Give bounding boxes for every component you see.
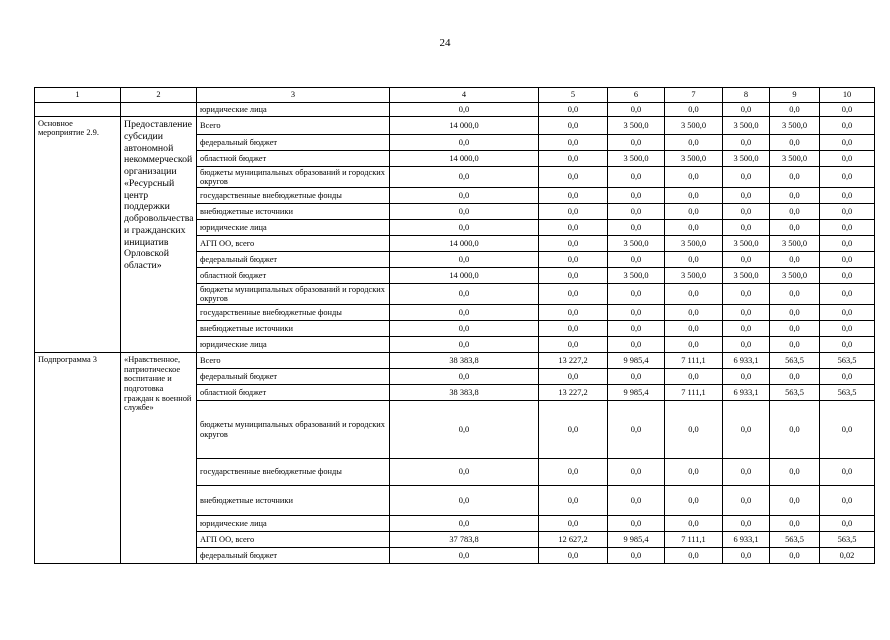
value-cell: 0,0: [390, 135, 539, 151]
column-header: 2: [121, 88, 197, 103]
value-cell: 0,0: [539, 516, 608, 532]
value-cell: 0,0: [390, 369, 539, 385]
value-cell: 0,0: [723, 516, 770, 532]
value-cell: 9 985,4: [608, 385, 665, 401]
value-cell: 3 500,0: [608, 236, 665, 252]
value-cell: 0,0: [723, 337, 770, 353]
column-header: 4: [390, 88, 539, 103]
value-cell: 0,0: [820, 284, 875, 305]
value-cell: 0,0: [820, 268, 875, 284]
value-cell: 3 500,0: [723, 268, 770, 284]
value-cell: 0,0: [723, 369, 770, 385]
value-cell: 0,0: [820, 204, 875, 220]
value-cell: 3 500,0: [665, 236, 723, 252]
value-cell: 0,0: [608, 284, 665, 305]
value-cell: 0,0: [770, 220, 820, 236]
value-cell: 0,0: [608, 486, 665, 516]
value-cell: 0,0: [820, 117, 875, 135]
value-cell: 0,0: [539, 236, 608, 252]
empty-cell: [35, 103, 121, 117]
value-cell: 0,0: [820, 486, 875, 516]
value-cell: 0,0: [539, 188, 608, 204]
row-label: федеральный бюджет: [197, 252, 390, 268]
value-cell: 0,0: [539, 167, 608, 188]
value-cell: 14 000,0: [390, 117, 539, 135]
row-label: АГП ОО, всего: [197, 532, 390, 548]
value-cell: 0,0: [820, 252, 875, 268]
value-cell: 0,0: [665, 401, 723, 459]
value-cell: 0,0: [390, 459, 539, 486]
value-cell: 0,0: [390, 220, 539, 236]
value-cell: 0,0: [539, 204, 608, 220]
value-cell: 0,0: [608, 459, 665, 486]
value-cell: 0,0: [820, 337, 875, 353]
value-cell: 0,0: [820, 151, 875, 167]
value-cell: 6 933,1: [723, 353, 770, 369]
value-cell: 0,0: [539, 284, 608, 305]
value-cell: 3 500,0: [770, 117, 820, 135]
value-cell: 3 500,0: [608, 117, 665, 135]
value-cell: 0,0: [820, 188, 875, 204]
value-cell: 0,0: [665, 459, 723, 486]
row-label: внебюджетные источники: [197, 486, 390, 516]
row-label: юридические лица: [197, 220, 390, 236]
value-cell: 0,0: [723, 305, 770, 321]
value-cell: 0,0: [665, 516, 723, 532]
value-cell: 38 383,8: [390, 353, 539, 369]
value-cell: 0,0: [665, 103, 723, 117]
column-header: 5: [539, 88, 608, 103]
value-cell: 0,0: [608, 188, 665, 204]
block-title: Основное мероприятие 2.9.: [35, 117, 121, 353]
value-cell: 0,0: [723, 459, 770, 486]
value-cell: 0,0: [608, 337, 665, 353]
value-cell: 14 000,0: [390, 151, 539, 167]
row-label: областной бюджет: [197, 385, 390, 401]
value-cell: 0,0: [723, 284, 770, 305]
value-cell: 0,0: [390, 486, 539, 516]
column-header-row: [35, 88, 875, 103]
value-cell: 563,5: [820, 532, 875, 548]
value-cell: 14 000,0: [390, 268, 539, 284]
value-cell: 0,0: [723, 252, 770, 268]
value-cell: 3 500,0: [723, 236, 770, 252]
value-cell: 0,02: [820, 548, 875, 564]
value-cell: 3 500,0: [723, 151, 770, 167]
value-cell: 13 227,2: [539, 385, 608, 401]
value-cell: 0,0: [665, 486, 723, 516]
value-cell: 0,0: [539, 268, 608, 284]
value-cell: 563,5: [770, 353, 820, 369]
value-cell: 3 500,0: [608, 268, 665, 284]
value-cell: 0,0: [539, 220, 608, 236]
value-cell: 0,0: [770, 369, 820, 385]
value-cell: 0,0: [390, 284, 539, 305]
column-header: 3: [197, 88, 390, 103]
value-cell: 0,0: [770, 459, 820, 486]
row-label: юридические лица: [197, 516, 390, 532]
row-label: федеральный бюджет: [197, 135, 390, 151]
value-cell: 6 933,1: [723, 532, 770, 548]
row-label: внебюджетные источники: [197, 204, 390, 220]
value-cell: 0,0: [820, 305, 875, 321]
value-cell: 0,0: [820, 236, 875, 252]
column-header: 10: [820, 88, 875, 103]
block-title: Подпрограмма 3: [35, 353, 121, 564]
value-cell: 0,0: [390, 252, 539, 268]
value-cell: 0,0: [665, 135, 723, 151]
value-cell: 0,0: [539, 252, 608, 268]
value-cell: 3 500,0: [665, 268, 723, 284]
value-cell: 0,0: [770, 321, 820, 337]
row-label: бюджеты муниципальных образований и городских округов: [197, 401, 390, 459]
empty-cell: [121, 103, 197, 117]
value-cell: 0,0: [770, 305, 820, 321]
value-cell: 563,5: [770, 385, 820, 401]
value-cell: 9 985,4: [608, 532, 665, 548]
value-cell: 0,0: [665, 305, 723, 321]
value-cell: 14 000,0: [390, 236, 539, 252]
value-cell: 0,0: [608, 167, 665, 188]
table-body: [35, 88, 875, 564]
value-cell: 0,0: [539, 369, 608, 385]
value-cell: 0,0: [539, 117, 608, 135]
value-cell: 0,0: [820, 135, 875, 151]
column-header: 7: [665, 88, 723, 103]
value-cell: 3 500,0: [723, 117, 770, 135]
value-cell: 3 500,0: [608, 151, 665, 167]
value-cell: 0,0: [608, 548, 665, 564]
value-cell: 0,0: [608, 252, 665, 268]
value-cell: 9 985,4: [608, 353, 665, 369]
value-cell: 0,0: [665, 337, 723, 353]
value-cell: 0,0: [665, 284, 723, 305]
value-cell: 0,0: [820, 401, 875, 459]
table-row: [35, 103, 875, 117]
value-cell: 0,0: [608, 401, 665, 459]
value-cell: 0,0: [723, 401, 770, 459]
value-cell: 0,0: [390, 401, 539, 459]
row-label: бюджеты муниципальных образований и городских округов: [197, 284, 390, 305]
value-cell: 7 111,1: [665, 353, 723, 369]
value-cell: 0,0: [390, 188, 539, 204]
value-cell: 0,0: [723, 204, 770, 220]
block-description: Предоставление субсидии автономной некоммерческой организации «Ресурсный центр поддержки добровольчества и гражданских инициатив Орловской области»: [121, 117, 197, 353]
value-cell: 0,0: [723, 167, 770, 188]
value-cell: 0,0: [665, 321, 723, 337]
value-cell: 0,0: [608, 321, 665, 337]
value-cell: 0,0: [820, 220, 875, 236]
column-header: 8: [723, 88, 770, 103]
table-row: [35, 117, 875, 135]
row-label: государственные внебюджетные фонды: [197, 305, 390, 321]
row-label: областной бюджет: [197, 268, 390, 284]
block-description: «Нравственное, патриотическое воспитание и подготовка граждан к военной службе»: [121, 353, 197, 564]
value-cell: 0,0: [608, 204, 665, 220]
value-cell: 0,0: [770, 401, 820, 459]
value-cell: 0,0: [820, 516, 875, 532]
budget-table: [34, 87, 875, 564]
value-cell: 0,0: [770, 167, 820, 188]
value-cell: 0,0: [608, 220, 665, 236]
value-cell: 0,0: [539, 548, 608, 564]
value-cell: 3 500,0: [770, 268, 820, 284]
value-cell: 7 111,1: [665, 385, 723, 401]
value-cell: 0,0: [608, 135, 665, 151]
value-cell: 0,0: [770, 284, 820, 305]
value-cell: 0,0: [665, 369, 723, 385]
value-cell: 563,5: [820, 385, 875, 401]
row-label: федеральный бюджет: [197, 369, 390, 385]
value-cell: 0,0: [770, 486, 820, 516]
row-label: федеральный бюджет: [197, 548, 390, 564]
value-cell: 12 627,2: [539, 532, 608, 548]
value-cell: 0,0: [608, 305, 665, 321]
value-cell: 0,0: [770, 188, 820, 204]
value-cell: 0,0: [665, 188, 723, 204]
column-header: 1: [35, 88, 121, 103]
row-label: юридические лица: [197, 103, 390, 117]
row-label: юридические лица: [197, 337, 390, 353]
value-cell: 3 500,0: [665, 151, 723, 167]
value-cell: 13 227,2: [539, 353, 608, 369]
value-cell: 3 500,0: [770, 236, 820, 252]
value-cell: 0,0: [390, 103, 539, 117]
value-cell: 563,5: [820, 353, 875, 369]
value-cell: 0,0: [390, 167, 539, 188]
value-cell: 0,0: [539, 305, 608, 321]
value-cell: 0,0: [665, 548, 723, 564]
value-cell: 0,0: [390, 204, 539, 220]
value-cell: 0,0: [723, 220, 770, 236]
value-cell: 0,0: [539, 151, 608, 167]
value-cell: 0,0: [820, 369, 875, 385]
value-cell: 0,0: [665, 204, 723, 220]
column-header: 9: [770, 88, 820, 103]
row-label: государственные внебюджетные фонды: [197, 459, 390, 486]
value-cell: 0,0: [820, 167, 875, 188]
value-cell: 0,0: [723, 103, 770, 117]
value-cell: 0,0: [723, 321, 770, 337]
row-label: бюджеты муниципальных образований и городских округов: [197, 167, 390, 188]
row-label: внебюджетные источники: [197, 321, 390, 337]
value-cell: 0,0: [390, 548, 539, 564]
value-cell: 0,0: [539, 103, 608, 117]
value-cell: 0,0: [665, 252, 723, 268]
value-cell: 0,0: [608, 103, 665, 117]
value-cell: 0,0: [770, 548, 820, 564]
value-cell: 0,0: [539, 486, 608, 516]
value-cell: 563,5: [770, 532, 820, 548]
row-label: государственные внебюджетные фонды: [197, 188, 390, 204]
value-cell: 3 500,0: [770, 151, 820, 167]
value-cell: 0,0: [390, 337, 539, 353]
value-cell: 38 383,8: [390, 385, 539, 401]
value-cell: 3 500,0: [665, 117, 723, 135]
value-cell: 0,0: [820, 321, 875, 337]
value-cell: 0,0: [770, 135, 820, 151]
value-cell: 0,0: [390, 516, 539, 532]
value-cell: 0,0: [723, 135, 770, 151]
value-cell: 0,0: [539, 401, 608, 459]
value-cell: 6 933,1: [723, 385, 770, 401]
row-label: Всего: [197, 353, 390, 369]
value-cell: 0,0: [390, 305, 539, 321]
value-cell: 0,0: [723, 486, 770, 516]
value-cell: 0,0: [539, 337, 608, 353]
value-cell: 0,0: [539, 135, 608, 151]
value-cell: 0,0: [770, 103, 820, 117]
value-cell: 0,0: [665, 167, 723, 188]
value-cell: 0,0: [539, 459, 608, 486]
value-cell: 0,0: [665, 220, 723, 236]
value-cell: 0,0: [608, 369, 665, 385]
value-cell: 0,0: [539, 321, 608, 337]
table-row: [35, 353, 875, 369]
value-cell: 0,0: [390, 321, 539, 337]
column-header: 6: [608, 88, 665, 103]
value-cell: 0,0: [770, 337, 820, 353]
value-cell: 0,0: [723, 188, 770, 204]
page-number: 24: [439, 37, 451, 49]
value-cell: 0,0: [820, 459, 875, 486]
value-cell: 0,0: [608, 516, 665, 532]
value-cell: 0,0: [770, 252, 820, 268]
row-label: Всего: [197, 117, 390, 135]
row-label: АГП ОО, всего: [197, 236, 390, 252]
row-label: областной бюджет: [197, 151, 390, 167]
value-cell: 0,0: [770, 516, 820, 532]
value-cell: 0,0: [820, 103, 875, 117]
value-cell: 7 111,1: [665, 532, 723, 548]
value-cell: 0,0: [723, 548, 770, 564]
value-cell: 0,0: [770, 204, 820, 220]
value-cell: 37 783,8: [390, 532, 539, 548]
